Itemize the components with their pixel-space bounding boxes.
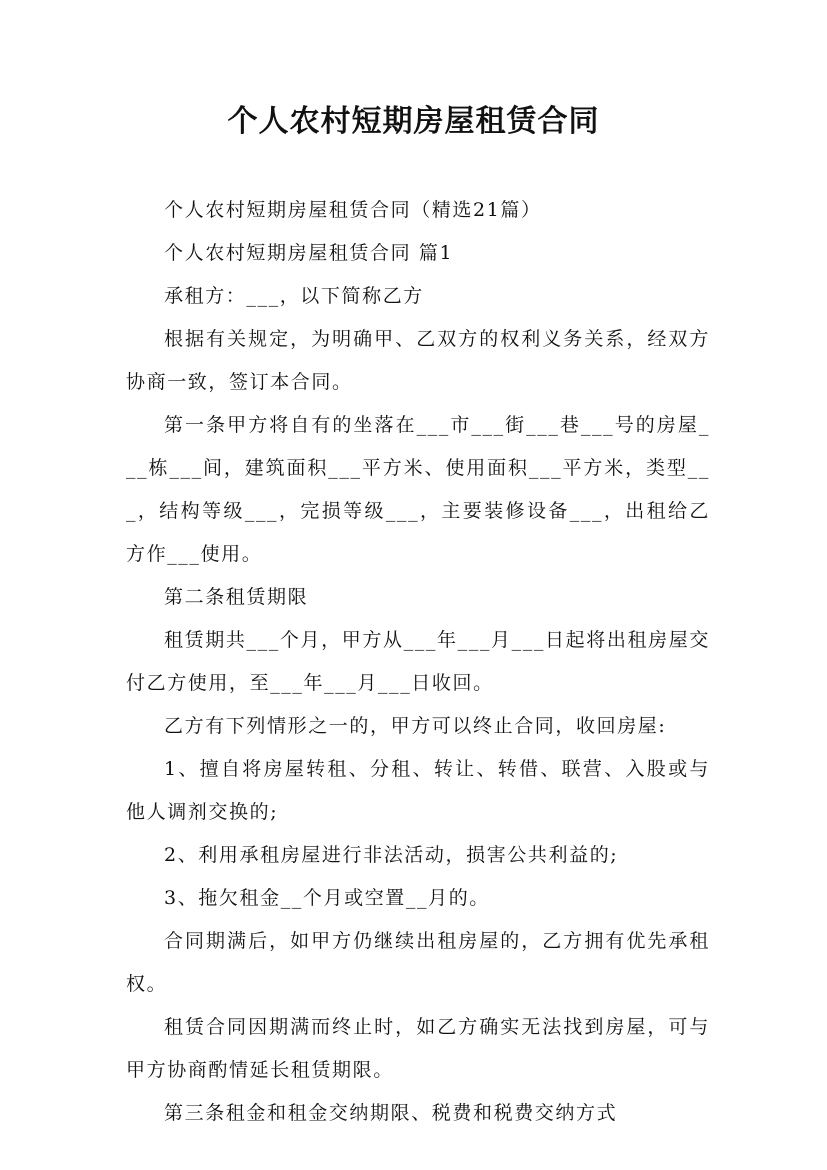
paragraph-lease-term: 租赁期共___个月，甲方从___年___月___日起将出租房屋交付乙方使用，至___年___月___日收回。	[126, 629, 710, 694]
paragraph-condition-3: 3、拖欠租金__个月或空置__月的。	[164, 887, 490, 909]
paragraph-condition-2: 2、利用承租房屋进行非法活动，损害公共利益的;	[164, 844, 619, 866]
paragraph-section-heading: 个人农村短期房屋租赁合同 篇1	[164, 242, 454, 264]
paragraph-extension: 租赁合同因期满而终止时，如乙方确实无法找到房屋，可与甲方协商酌情延长租赁期限。	[126, 1016, 710, 1081]
paragraph-condition-1: 1、擅自将房屋转租、分租、转让、转借、联营、入股或与他人调剂交换的;	[126, 758, 710, 823]
paragraph-preamble: 根据有关规定，为明确甲、乙双方的权利义务关系，经双方协商一致，签订本合同。	[126, 328, 710, 393]
document-body	[126, 189, 710, 1135]
paragraph-lessee: 承租方：___，以下简称乙方	[164, 285, 424, 307]
document-title: 个人农村短期房屋租赁合同	[227, 104, 600, 139]
paragraph-article-2-heading: 第二条租赁期限	[164, 586, 309, 608]
paragraph-subtitle: 个人农村短期房屋租赁合同（精选21篇）	[164, 199, 542, 221]
paragraph-article-1: 第一条甲方将自有的坐落在___市___街___巷___号的房屋___栋___间，建筑面积___平方米、使用面积___平方米，类型___，结构等级___，完损等级___，主要装修设备___，出租给乙方作___使用。	[126, 414, 710, 565]
paragraph-renewal-priority: 合同期满后，如甲方仍继续出租房屋的，乙方拥有优先承租权。	[126, 930, 710, 995]
paragraph-termination-conditions: 乙方有下列情形之一的，甲方可以终止合同，收回房屋:	[164, 715, 667, 737]
paragraph-article-3-heading: 第三条租金和租金交纳期限、税费和税费交纳方式	[164, 1102, 618, 1124]
